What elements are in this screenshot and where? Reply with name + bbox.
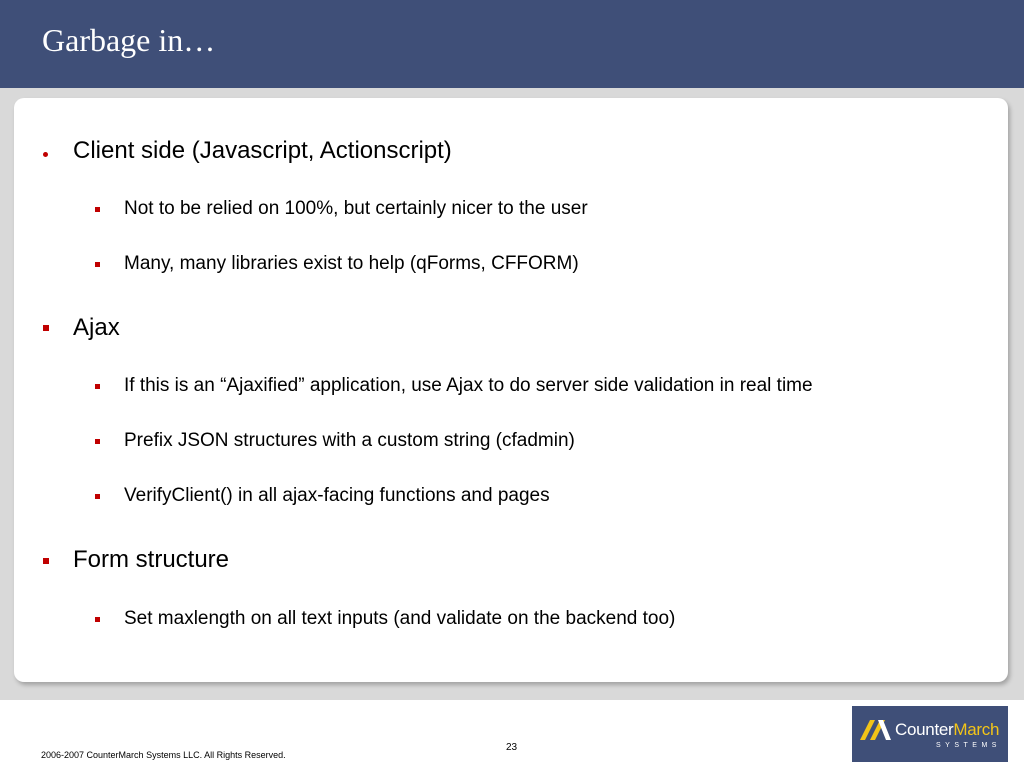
bullet-level1: Form structure	[73, 546, 230, 573]
countermarch-logo	[852, 706, 1008, 762]
bullet-square-icon	[43, 558, 49, 564]
bullet-square-icon	[95, 207, 100, 212]
copyright-text: 2006-2007 CounterMarch Systems LLC. All Rights Reserved.	[41, 750, 286, 760]
bullet-square-icon	[43, 325, 49, 331]
bullet-level2: VerifyClient() in all ajax-facing functions and pages	[124, 485, 550, 506]
bullet-square-icon	[95, 617, 100, 622]
logo-subtitle: SYSTEMS	[936, 742, 1001, 749]
bullet-square-icon	[95, 262, 100, 267]
bullet-square-icon	[95, 384, 100, 389]
bullet-dot-icon	[43, 152, 48, 157]
bullet-level2: If this is an “Ajaxified” application, use Ajax to do server side validation in real time	[124, 375, 813, 396]
slide-title: Garbage in…	[42, 22, 216, 58]
bullet-level1: Ajax	[73, 314, 120, 341]
logo-wordmark	[895, 720, 999, 740]
logo-name-part2: March	[953, 720, 1000, 739]
bullet-level2: Set maxlength on all text inputs (and validate on the backend too)	[124, 608, 676, 629]
page-number: 23	[506, 742, 518, 753]
bullet-level1: Client side (Javascript, Actionscript)	[73, 137, 452, 164]
bullet-level2: Not to be relied on 100%, but certainly nicer to the user	[124, 198, 588, 219]
bullet-square-icon	[95, 494, 100, 499]
title-bar	[0, 0, 1024, 88]
logo-name-part1: Counter	[895, 720, 954, 739]
logo-mark-icon	[858, 718, 892, 742]
bullet-square-icon	[95, 439, 100, 444]
bullet-level2: Many, many libraries exist to help (qForms, CFFORM)	[124, 253, 579, 274]
bullet-level2: Prefix JSON structures with a custom string (cfadmin)	[124, 430, 575, 451]
